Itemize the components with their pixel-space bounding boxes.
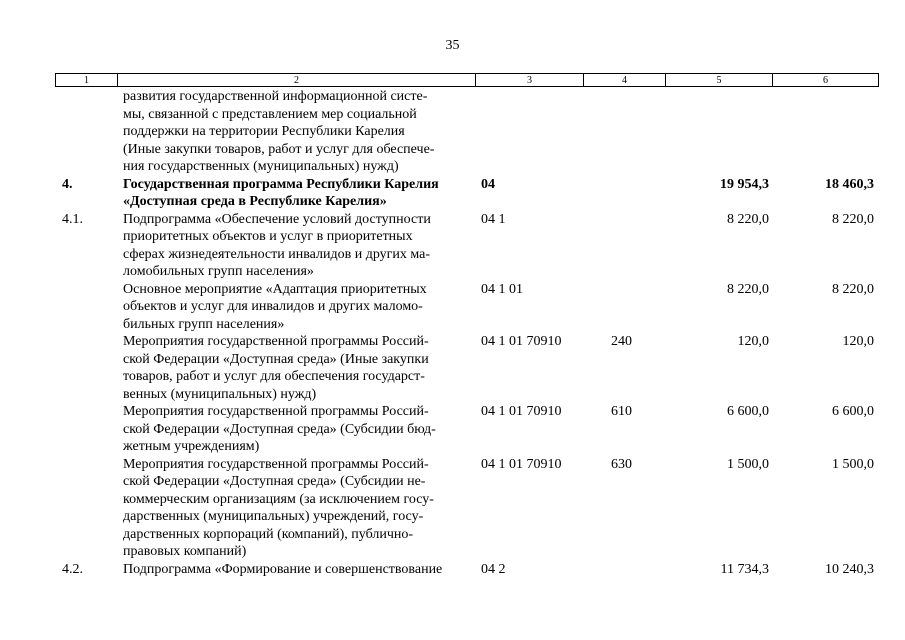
table-row: [0, 403, 905, 456]
row-type: 630: [611, 456, 632, 472]
row-description: Мероприятия государственной программы Россий- ской Федерации «Доступная среда» (Субсидии бюд- жетным учреждениям): [123, 404, 436, 454]
table-row: [0, 281, 905, 334]
row-code: 04 1 01 70910: [481, 456, 562, 472]
row-value-1: 1 500,0: [727, 456, 769, 472]
table-row: [0, 88, 905, 176]
column-header-1: 1: [56, 74, 118, 87]
row-description: Основное мероприятие «Адаптация приоритетных объектов и услуг для инвалидов и других маломо- бильных групп населения»: [123, 281, 427, 332]
row-description: Мероприятия государственной программы Россий- ской Федерации «Доступная среда» (Иные закупки товаров, работ и услуг для обеспечения государст- венных (муниципальных) нужд): [123, 334, 429, 402]
row-code: 04: [481, 176, 495, 192]
row-number: 4.: [62, 176, 73, 192]
table-row: [0, 211, 905, 281]
row-description: Мероприятия государственной программы Россий- ской Федерации «Доступная среда» (Субсидии не- коммерческим организациям (за исключением госу- дарственных (муниципальных) учреждений, госу- дарственных корпораций (компаний), публично- правовых компаний): [123, 456, 434, 559]
row-value-2: 1 500,0: [832, 456, 874, 472]
row-description: развития государственной информационной систе- мы, связанной с представлением мер социальной поддержки на территории Республики Карелия (Иные закупки товаров, работ и услуг для обеспече- ния государственных (муниципальных) нужд): [123, 89, 435, 174]
column-header-4: 4: [584, 74, 666, 87]
row-description: Государственная программа Республики Карелия «Доступная среда в Республике Карелия»: [123, 176, 439, 209]
table-row: [0, 456, 905, 561]
row-value-2: 10 240,3: [825, 561, 874, 577]
row-type: 610: [611, 404, 632, 419]
row-value-1: 11 734,3: [720, 561, 769, 577]
table-body: [0, 88, 905, 578]
row-number: 4.2.: [62, 561, 83, 577]
row-value-2: 8 220,0: [832, 281, 874, 297]
row-code: 04 1 01 70910: [481, 334, 562, 349]
row-value-1: 19 954,3: [720, 176, 769, 192]
row-code: 04 2: [481, 561, 506, 577]
row-description: Подпрограмма «Обеспечение условий доступности приоритетных объектов и услуг в приоритетных сферах жизнедеятельности инвалидов и других ма- ломобильных групп населения»: [123, 211, 431, 279]
row-value-1: 120,0: [737, 334, 769, 349]
column-header-5: 5: [666, 74, 773, 87]
row-code: 04 1: [481, 211, 506, 227]
row-value-2: 120,0: [842, 334, 874, 349]
row-value-2: 8 220,0: [832, 211, 874, 227]
row-number: 4.1.: [62, 211, 83, 227]
row-code: 04 1 01 70910: [481, 404, 562, 419]
row-value-1: 8 220,0: [727, 211, 769, 227]
column-header-6: 6: [773, 74, 879, 87]
column-header-2: 2: [118, 74, 476, 87]
row-description: Подпрограмма «Формирование и совершенствование: [123, 561, 443, 577]
table-row: [0, 176, 905, 211]
row-type: 240: [611, 334, 632, 349]
row-value-1: 6 600,0: [727, 404, 769, 419]
row-value-1: 8 220,0: [727, 281, 769, 297]
column-header-3: 3: [476, 74, 584, 87]
table-row: [0, 333, 905, 403]
row-code: 04 1 01: [481, 281, 523, 297]
page-number: 35: [445, 38, 460, 53]
row-value-2: 18 460,3: [825, 176, 874, 192]
row-value-2: 6 600,0: [832, 404, 874, 419]
column-header-row: [55, 73, 879, 87]
table-row: [0, 561, 905, 579]
